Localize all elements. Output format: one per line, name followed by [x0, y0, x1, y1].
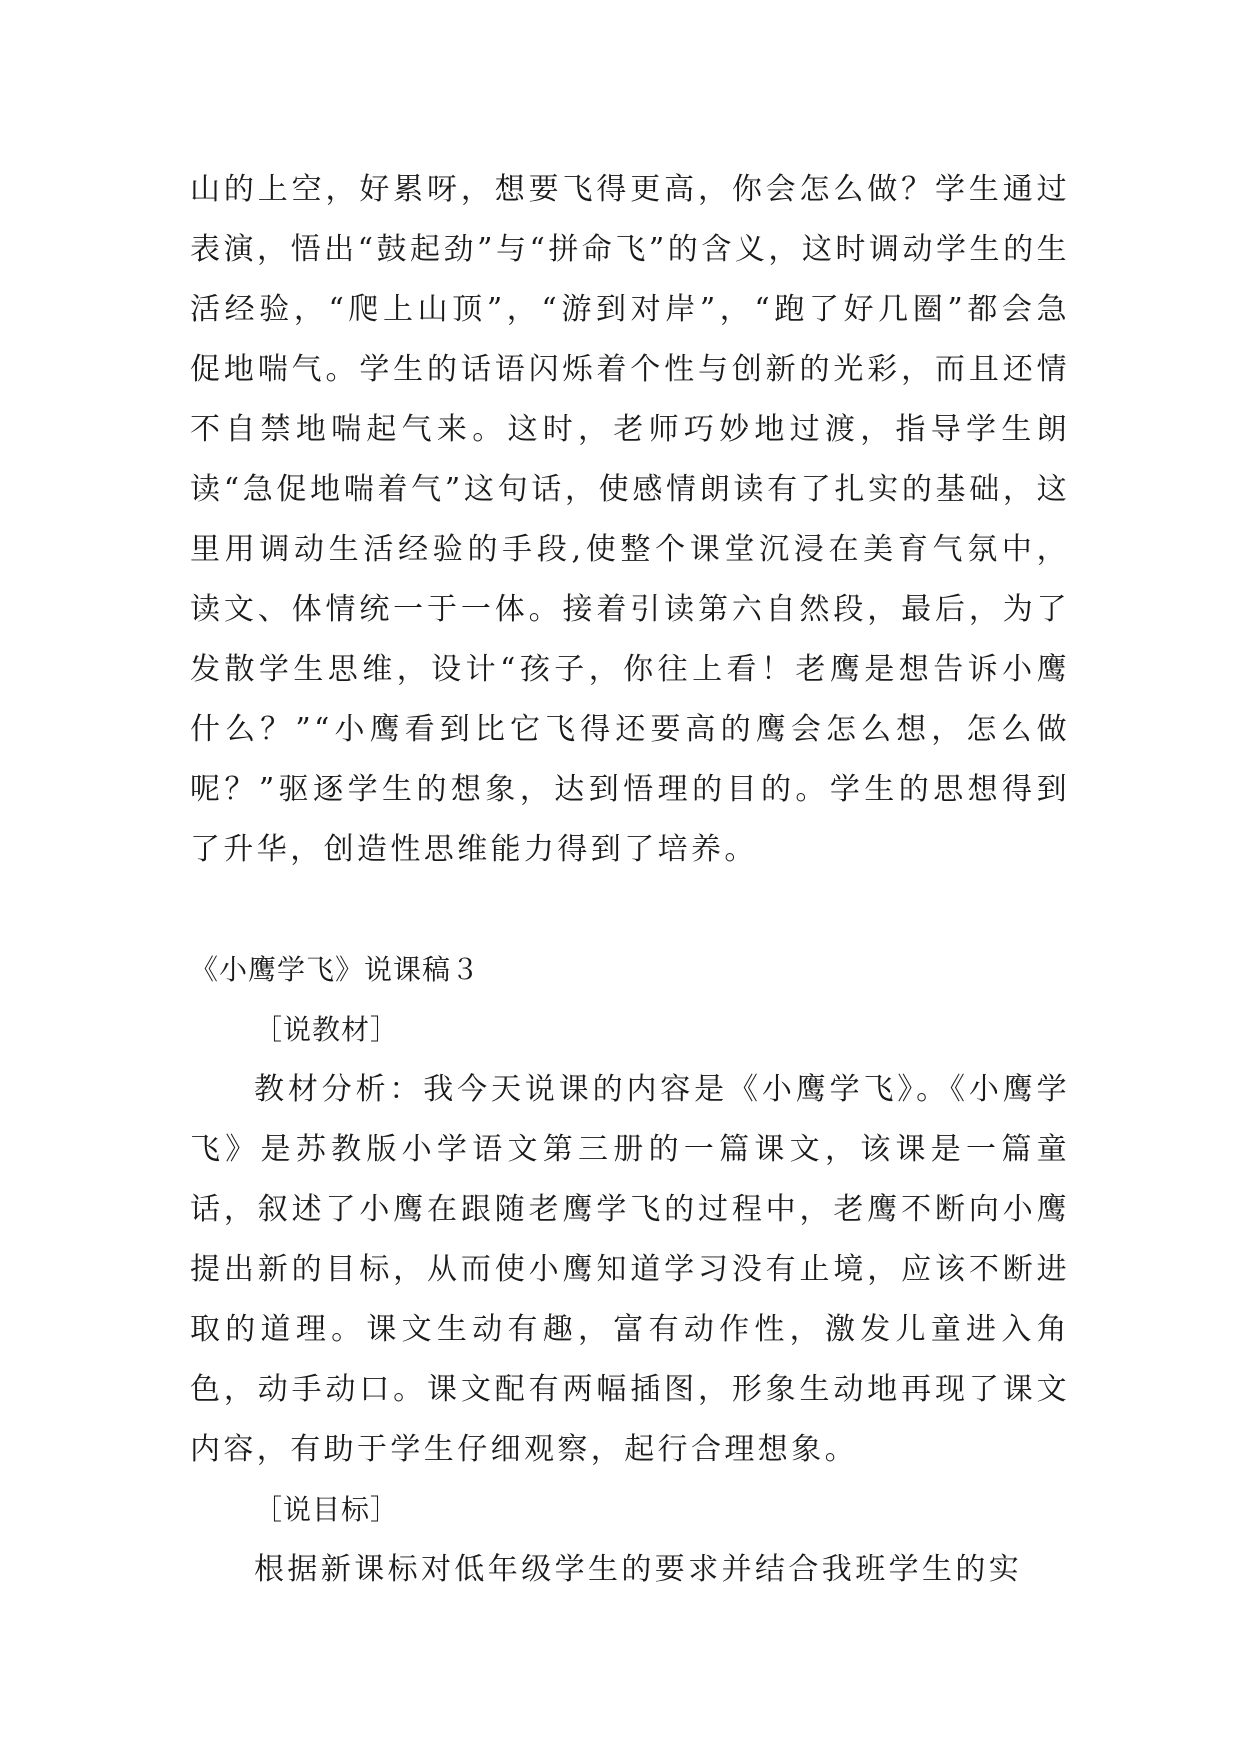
section-title: 《小鹰学飞》说课稿３	[190, 953, 481, 986]
objectives-intro-paragraph: 根据新课标对低年级学生的要求并结合我班学生的实	[254, 1552, 1023, 1587]
continuation-paragraph: 山的上空，好累呀，想要飞得更高，你会怎么做？学生通过表演，悟出“鼓起劲”与“拼命飞”的含义，这时调动学生的生活经验，“爬上山顶”，“游到对岸”，“跑了好几圈”都会急促地喘气。学生的话语闪烁着个性与创新的光彩，而且还情不自禁地喘起气来。这时，老师巧妙地过渡，指导学生朗读“急促地喘着气”这句话，使感情朗读有了扎实的基础，这里用调动生活经验的手段,使整个课堂沉浸在美育气氛中，读文、体情统一于一体。接着引读第六自然段，最后，为了发散学生思维，设计“孩子，你往上看！老鹰是想告诉小鹰什么？”“小鹰看到比它飞得还要高的鹰会怎么想，怎么做呢？”驱逐学生的想象，达到悟理的目的。学生的思想得到了升华，创造性思维能力得到了培养。	[190, 172, 1070, 867]
document-page	[190, 160, 1070, 1600]
heading-textbook: ［说教材］	[254, 1013, 400, 1046]
textbook-analysis-paragraph: 教材分析：我今天说课的内容是《小鹰学飞》。《小鹰学飞》是苏教版小学语文第三册的一篇课文，该课是一篇童话，叙述了小鹰在跟随老鹰学飞的过程中，老鹰不断向小鹰提出新的目标，从而使小鹰知道学习没有止境，应该不断进取的道理。课文生动有趣，富有动作性，激发儿童进入角色，动手动口。课文配有两幅插图，形象生动地再现了课文内容，有助于学生仔细观察，起行合理想象。	[190, 1072, 1070, 1467]
section-gap	[190, 880, 1070, 940]
heading-objectives: ［说目标］	[254, 1493, 400, 1526]
